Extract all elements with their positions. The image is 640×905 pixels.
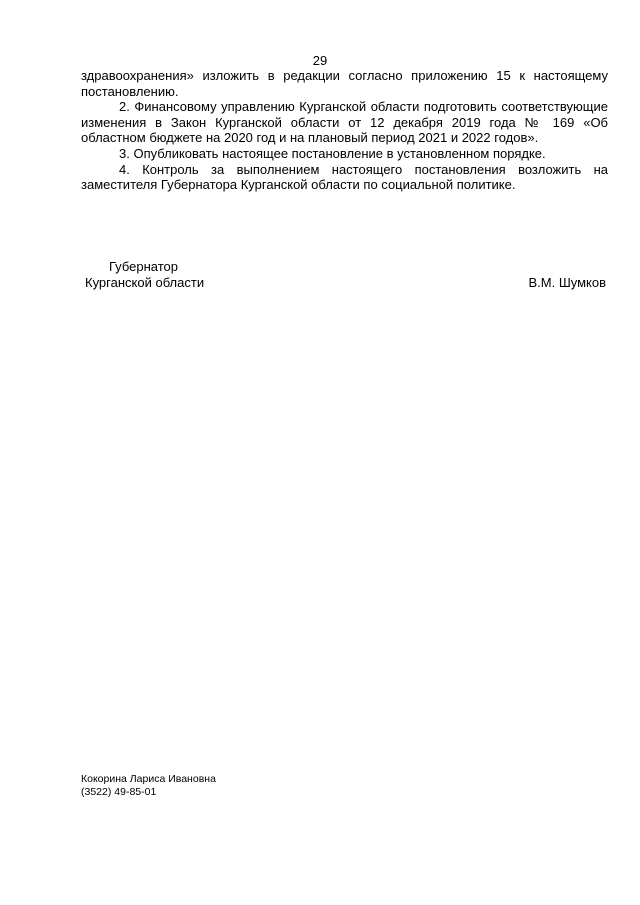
signature-title-line1: Губернатор <box>109 259 178 274</box>
signature-title-line2: Курганской области <box>85 275 205 290</box>
paragraph-item-4: 4. Контроль за выполнением настоящего постановления возложить на заместителя Губернатора Курганской области по социальной политике. <box>81 161 608 193</box>
executor-name: Кокорина Лариса Ивановна <box>81 773 216 785</box>
document-body <box>81 68 608 193</box>
executor-phone: (3522) 49-85-01 <box>81 786 157 798</box>
paragraph-continuation: здравоохранения» изложить в редакции согласно приложению 15 к настоящему постановлению. <box>81 68 608 99</box>
signature-name: В.М. Шумков <box>528 275 606 290</box>
paragraph-item-3: 3. Опубликовать настоящее постановление в установленном порядке. <box>119 145 546 161</box>
page-number: 29 <box>312 53 328 68</box>
paragraph-item-2: 2. Финансовому управлению Курганской области подготовить соответствующие изменения в Закон Курганской области от 12 декабря 2019 года № 169 «Об областном бюджете на 2020 год и на плановый период 2021 и 2022 годов». <box>81 99 608 146</box>
executor-block <box>81 773 216 799</box>
